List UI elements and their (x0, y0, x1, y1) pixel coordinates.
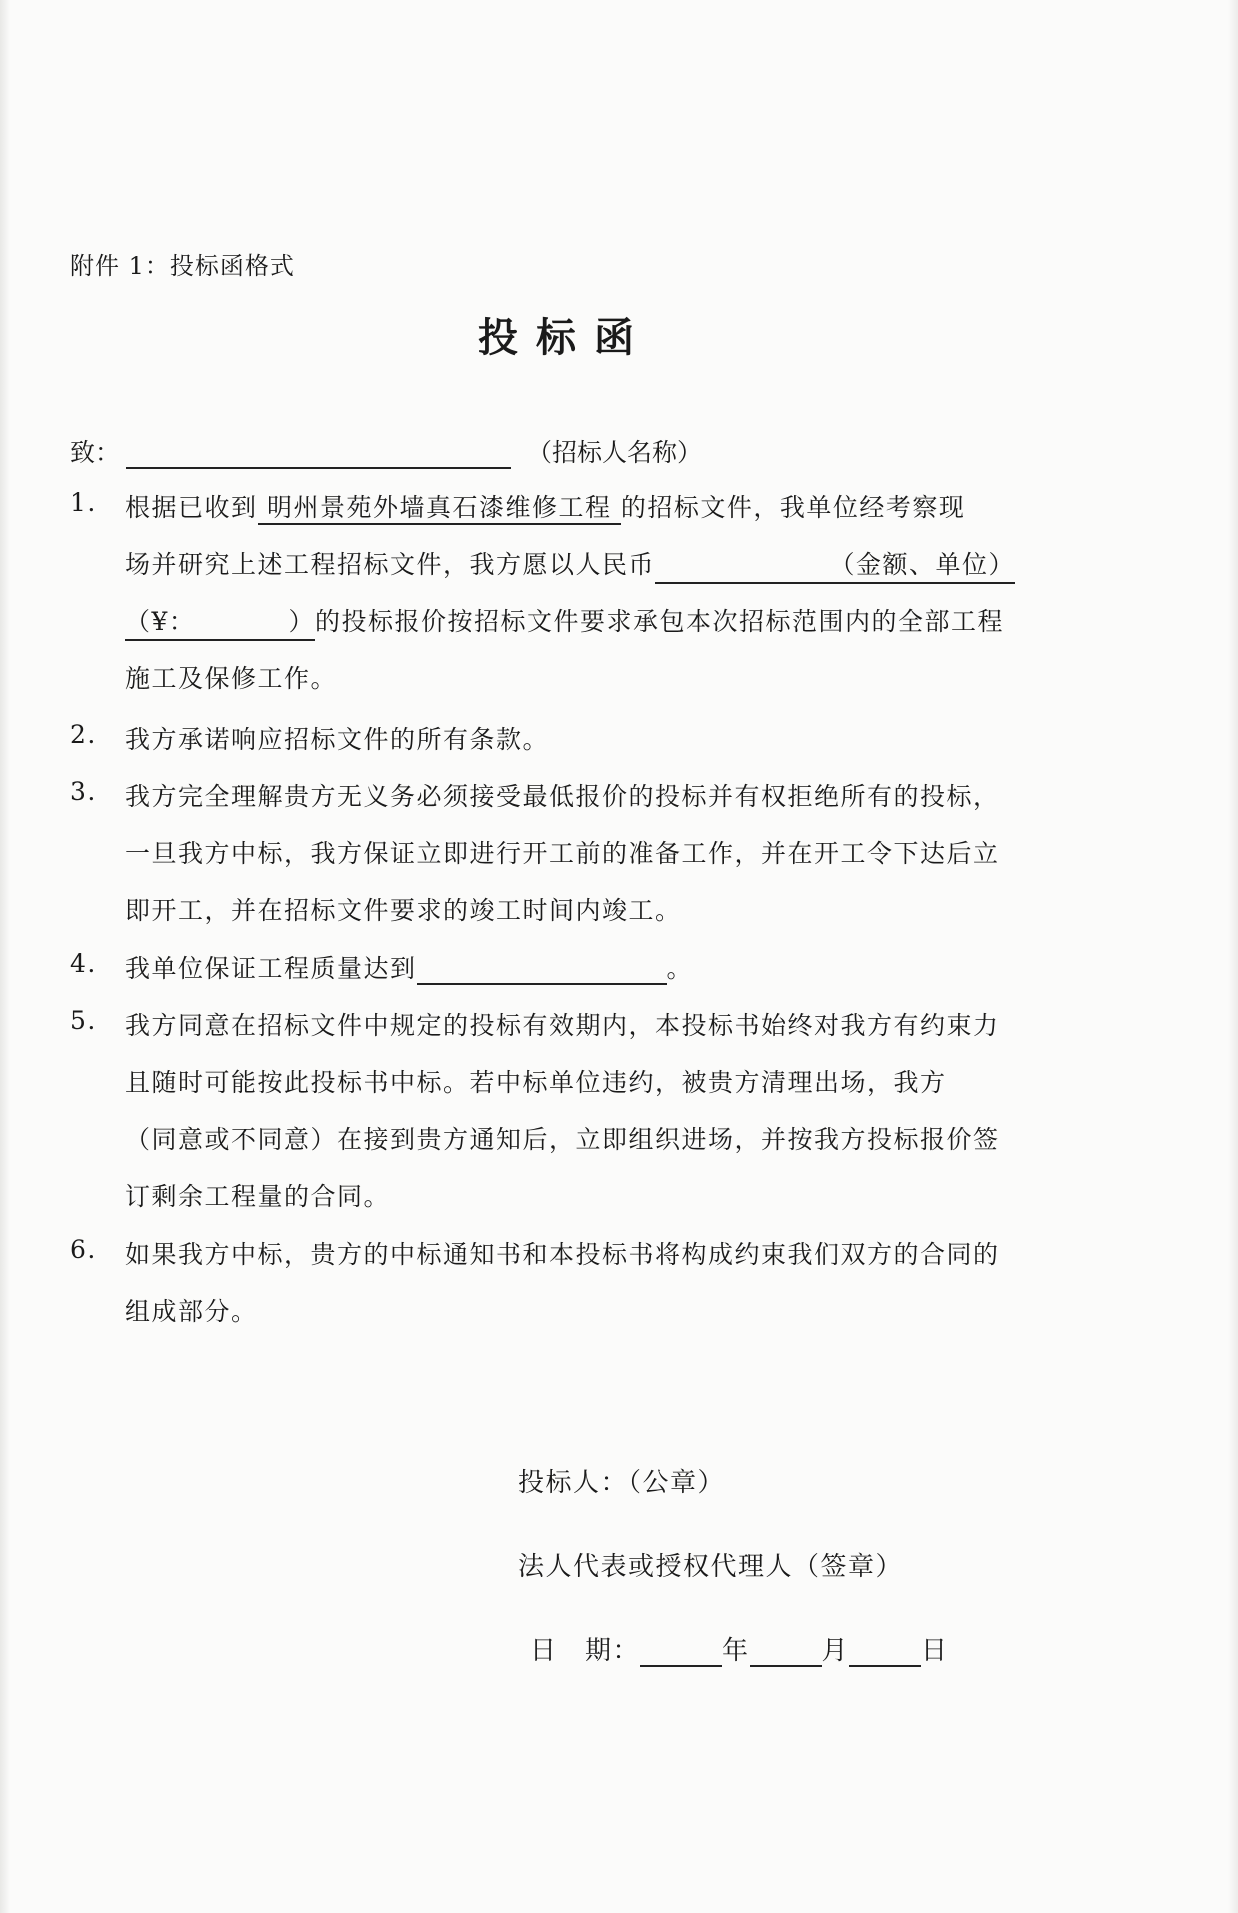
clause-text: 我方承诺响应招标文件的所有条款。 (125, 725, 550, 754)
clause-line (125, 1006, 1000, 1042)
month-blank (750, 1638, 822, 1667)
quality-blank (417, 956, 667, 985)
amount-figure-prefix: （¥： (125, 607, 196, 636)
clause-line (125, 545, 1015, 584)
clause-line (125, 1177, 390, 1213)
date-label: 日 期： (530, 1636, 641, 1666)
legal-rep-line: 法人代表或授权代理人（签章） (518, 1552, 904, 1582)
clause-text: 场并研究上述工程招标文件，我方愿以人民币 (125, 550, 656, 579)
clause-number: 5. (70, 1006, 97, 1035)
clause-text: 根据已收到 (125, 493, 258, 522)
attachment-label: 附件 1：投标函格式 (70, 252, 295, 280)
clause-text: 且随时可能按此投标书中标。若中标单位违约，被贵方清理出场，我方 (125, 1068, 947, 1097)
clause-number: 3. (70, 777, 97, 806)
clause-line (125, 488, 965, 524)
clause-text: 施工及保修工作。 (125, 664, 338, 693)
clause-text: 如果我方中标，贵方的中标通知书和本投标书将构成约束我们双方的合同的 (125, 1240, 1000, 1269)
clause-text: 我方同意在招标文件中规定的投标有效期内，本投标书始终对我方有约束力 (125, 1011, 1000, 1040)
clause-text: 组成部分。 (125, 1297, 258, 1326)
clause-line (125, 602, 1004, 641)
clause-line (125, 720, 549, 756)
clause-text: 我方完全理解贵方无义务必须接受最低报价的投标并有权拒绝所有的投标， (125, 782, 1000, 811)
clause-text: 我单位保证工程质量达到 (125, 954, 417, 983)
clause-text: 的招标文件，我单位经考察现 (620, 493, 966, 522)
clause-text: 一旦我方中标，我方保证立即进行开工前的准备工作，并在开工令下达后立 (125, 839, 1000, 868)
year-blank (640, 1638, 722, 1667)
recipient-line (70, 433, 702, 469)
clause-text: 。 (666, 954, 694, 983)
clause-number: 2. (70, 720, 97, 749)
recipient-suffix: （招标人名称） (527, 438, 703, 467)
clause-number: 4. (70, 949, 97, 978)
clause-line (125, 1063, 947, 1099)
amount-blank (655, 545, 1015, 584)
date-line (530, 1630, 949, 1667)
recipient-prefix: 致： (70, 438, 121, 467)
day-label: 日 (921, 1636, 949, 1666)
clause-text: 订剩余工程量的合同。 (125, 1182, 391, 1211)
clause-line (125, 1292, 258, 1328)
year-label: 年 (722, 1636, 750, 1666)
recipient-blank (126, 439, 511, 469)
clause-text: 即开工，并在招标文件要求的竣工时间内竣工。 (125, 896, 682, 925)
clause-number: 6. (70, 1235, 97, 1264)
clause-line (125, 949, 693, 985)
clause-line (125, 834, 1000, 870)
amount-figure-suffix: ） (288, 607, 315, 636)
clause-line (125, 1120, 1000, 1156)
clause-text: （同意或不同意）在接到贵方通知后，立即组织进场，并按我方投标报价签 (125, 1125, 1000, 1154)
clause-line (125, 891, 682, 927)
clause-line (125, 777, 1000, 813)
document-title: 投标函 (478, 314, 652, 361)
clause-number: 1. (70, 488, 97, 517)
amount-figure-blank (125, 602, 315, 641)
month-label: 月 (821, 1636, 850, 1666)
bidder-seal-line: 投标人：（公章） (518, 1468, 726, 1498)
day-blank (849, 1638, 921, 1667)
clause-line (125, 1235, 1000, 1271)
clause-text: 的投标报价按招标文件要求承包本次招标范围内的全部工程 (315, 607, 1005, 636)
clause-line (125, 659, 337, 695)
amount-unit-label: （金额、单位） (829, 550, 1016, 579)
project-name: 明州景苑外墙真石漆维修工程 (258, 493, 621, 525)
